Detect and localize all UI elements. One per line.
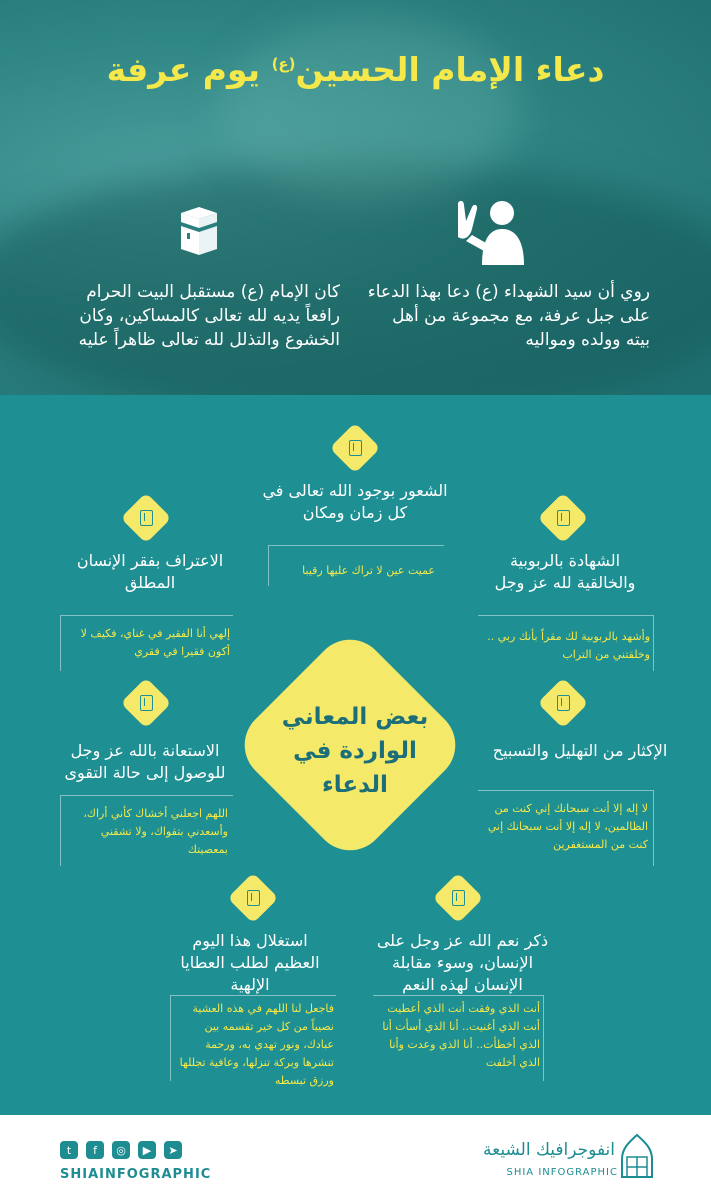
footer-handle: SHIAINFOGRAPHIC [60, 1167, 212, 1182]
youtube-icon[interactable]: ▶ [138, 1141, 156, 1159]
item-heading: الإكثار من التهليل والتسبيح [492, 741, 668, 760]
praying-person-icon [450, 195, 530, 265]
brand-name-en: SHIA INFOGRAPHIC [506, 1167, 618, 1178]
book-icon [140, 510, 153, 526]
item-heading: ذكر نعم الله عز وجل على الإنسان، وسوء مقابلة الإنسان لهذه النعم [376, 931, 549, 994]
item-quote: عميت عين لا تراك عليها رقيبا [302, 564, 435, 577]
brand-name-ar: انفوجرافيك الشيعة [483, 1140, 615, 1160]
intro-left-text: كان الإمام (ع) مستقبل البيت الحرام رافعاً يديه لله تعالى كالمساكين، وكان الخشوع والتذلل لله تعالى ظاهراً عليه [78, 282, 340, 350]
hero-section [0, 0, 711, 395]
book-icon [452, 890, 465, 906]
telegram-icon[interactable]: ➤ [164, 1141, 182, 1159]
item-heading: استغلال هذا اليوم العظيم لطلب العطايا الإلهية [180, 931, 320, 994]
facebook-icon[interactable]: f [86, 1141, 104, 1159]
twitter-icon[interactable]: t [60, 1141, 78, 1159]
item-quote: إلهي أنا الفقير في غناي، فكيف لا أكون فقيرا في فقري [80, 627, 230, 658]
book-icon [247, 890, 260, 906]
item-quote: اللهم اجعلني أخشاك كأني أراك، وأسعدني بتقواك، ولا تشقني بمعصيتك [83, 807, 228, 856]
footer [0, 1115, 711, 1200]
book-icon [557, 695, 570, 711]
book-icon [140, 695, 153, 711]
item-heading: الشعور بوجود الله تعالى في كل زمان ومكان [262, 481, 448, 522]
center-label: بعض المعاني الواردة في الدعاء [281, 704, 429, 798]
item-quote: لا إله إلا أنت سبحانك إني كنت من الظالمين، لا إله إلا أنت سبحانك إني كنت من المستغفرين [487, 802, 648, 851]
item-quote: أنت الذي وفقت أنت الذي أعطيت أنت الذي أغنيت.. أنا الذي أسأت أنا الذي أخطأت.. أنا الذي وعدت وأنا الذي أخلفت [382, 1002, 540, 1069]
brand-logo-icon [620, 1133, 654, 1179]
book-icon [349, 440, 362, 456]
item-heading: الشهادة بالربوبية والخالقية لله عز وجل [494, 551, 636, 592]
page-title: دعاء الإمام الحسين$^{(ع)}$ يوم عرفة [106, 50, 605, 89]
instagram-icon[interactable]: ◎ [112, 1141, 130, 1159]
item-heading: الاستعانة بالله عز وجل للوصول إلى حالة التقوى [64, 741, 226, 782]
item-quote: فاجعل لنا اللهم في هذه العشية نصيباً من كل خير تقسمه بين عبادك، ونور تهدي به، ورحمة تنشرها وبركة تنزلها، وعافية تجللها ورزق تبسطه [179, 1002, 334, 1087]
item-heading: الاعتراف بفقر الإنسان المطلق [76, 551, 224, 592]
kaaba-icon [175, 205, 223, 257]
intro-right-text: روي أن سيد الشهداء (ع) دعا بهذا الدعاء على جبل عرفة، مع مجموعة من أهل بيته وولده ومواليه [367, 282, 650, 350]
book-icon [557, 510, 570, 526]
item-quote: وأشهد بالربوبية لك مقراً بأنك ربي .. وخلقتني من التراب [487, 630, 650, 661]
